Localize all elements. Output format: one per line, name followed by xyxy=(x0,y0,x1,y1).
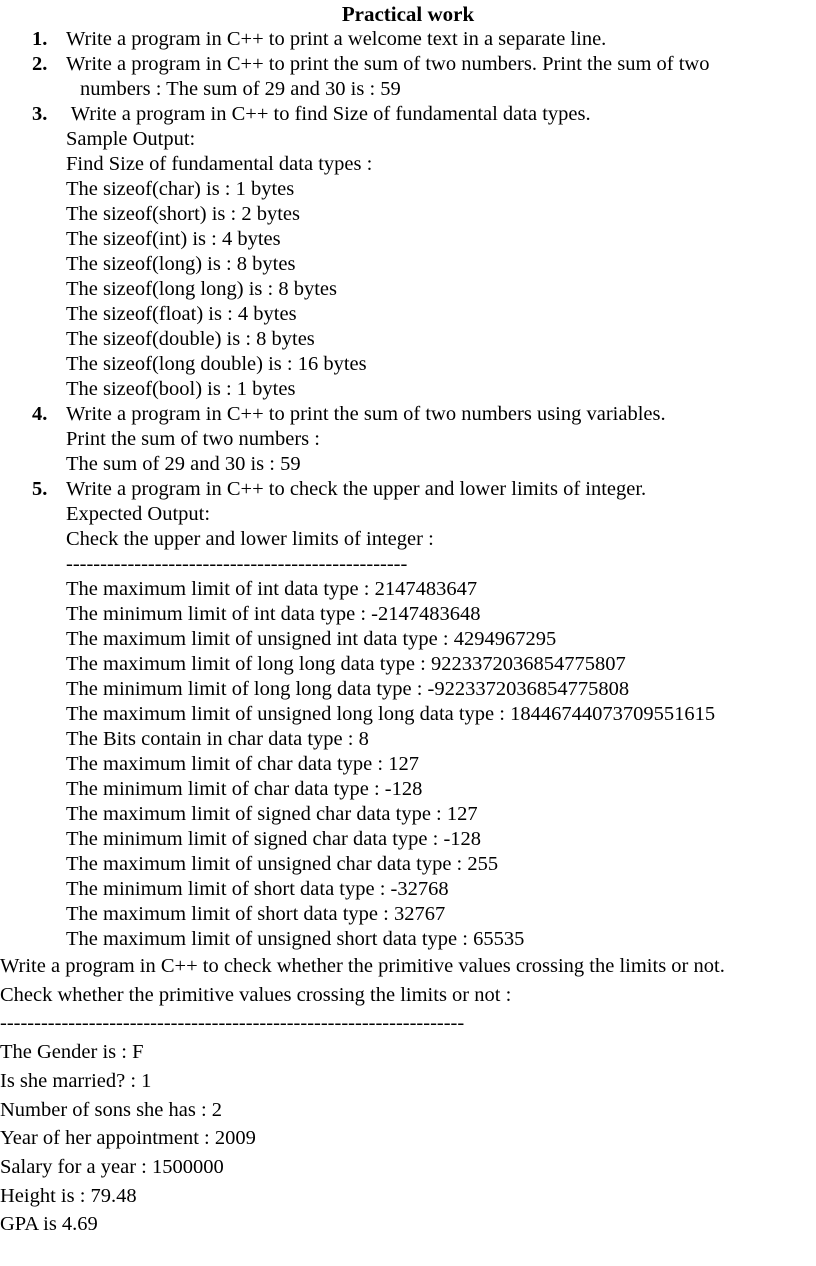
exercise-item-3 xyxy=(0,102,816,402)
output-line: The maximum limit of unsigned char data type : 255 xyxy=(66,853,499,875)
output-line: The minimum limit of short data type : -32768 xyxy=(66,878,449,900)
item-text: Write a program in C++ to print the sum of two numbers using variables. xyxy=(66,403,666,425)
exercise-item-2 xyxy=(0,52,816,102)
output-line: Check the upper and lower limits of integer : xyxy=(66,528,434,550)
output-line: Number of sons she has : 2 xyxy=(0,1098,223,1121)
output-line: The sizeof(double) is : 8 bytes xyxy=(66,328,315,350)
output-line: The sizeof(bool) is : 1 bytes xyxy=(66,378,296,400)
output-line: The sizeof(long double) is : 16 bytes xyxy=(66,353,367,375)
output-line: Is she married? : 1 xyxy=(0,1069,152,1092)
output-line: Check whether the primitive values crossing the limits or not : xyxy=(0,983,512,1006)
output-line: The sizeof(int) is : 4 bytes xyxy=(66,228,281,250)
output-line: Find Size of fundamental data types : xyxy=(66,153,373,175)
unnumbered-exercise xyxy=(0,952,816,1239)
output-line: The maximum limit of unsigned short data type : 65535 xyxy=(66,928,525,950)
item-text: Write a program in C++ to check the upper and lower limits of integer. xyxy=(66,478,647,500)
item-number: 3. xyxy=(32,103,48,125)
output-line: Salary for a year : 1500000 xyxy=(0,1155,224,1178)
exercise-text: Write a program in C++ to check whether the primitive values crossing the limits or not. xyxy=(0,955,725,977)
sample-output-label: Sample Output: xyxy=(66,128,196,150)
item-number: 2. xyxy=(32,53,48,75)
output-line: The sizeof(long long) is : 8 bytes xyxy=(66,278,338,300)
expected-output-label: Expected Output: xyxy=(66,503,211,525)
output-line: The sizeof(char) is : 1 bytes xyxy=(66,178,295,200)
exercise-item-4 xyxy=(0,402,816,477)
item-text: Write a program in C++ to find Size of fundamental data types. xyxy=(66,103,591,125)
item-text-continued: numbers : The sum of 29 and 30 is : 59 xyxy=(80,78,401,100)
output-line: The sizeof(short) is : 2 bytes xyxy=(66,203,300,225)
item-text: Write a program in C++ to print the sum of two numbers. Print the sum of two xyxy=(66,53,710,75)
output-line: GPA is 4.69 xyxy=(0,1213,98,1236)
output-line: The maximum limit of unsigned int data type : 4294967295 xyxy=(66,628,557,650)
item-number: 4. xyxy=(32,403,48,425)
item-number: 5. xyxy=(32,478,48,500)
output-line: The maximum limit of char data type : 127 xyxy=(66,753,419,775)
output-line: The maximum limit of long long data type : 9223372036854775807 xyxy=(66,653,626,675)
output-line: The maximum limit of int data type : 2147483647 xyxy=(66,578,478,600)
output-line: The sizeof(float) is : 4 bytes xyxy=(66,303,297,325)
output-line: The maximum limit of unsigned long long data type : 18446744073709551615 xyxy=(66,703,716,725)
separator-line: -------------------------------------------------------------------- xyxy=(0,1012,465,1035)
separator-line: -------------------------------------------------- xyxy=(66,553,408,575)
output-line: The Bits contain in char data type : 8 xyxy=(66,728,369,750)
output-line: The maximum limit of short data type : 32767 xyxy=(66,903,446,925)
item-text: Write a program in C++ to print a welcome text in a separate line. xyxy=(66,28,607,50)
output-line: Year of her appointment : 2009 xyxy=(0,1127,256,1150)
output-line: Print the sum of two numbers : xyxy=(66,428,320,450)
item-number: 1. xyxy=(32,28,48,50)
page-title: Practical work xyxy=(341,2,475,26)
output-line: The minimum limit of long long data type : -9223372036854775808 xyxy=(66,678,630,700)
exercise-item-1 xyxy=(0,27,816,52)
output-line: The sizeof(long) is : 8 bytes xyxy=(66,253,296,275)
output-line: The Gender is : F xyxy=(0,1041,144,1064)
exercise-list xyxy=(0,27,816,952)
output-line: The minimum limit of signed char data type : -128 xyxy=(66,828,482,850)
output-line: Height is : 79.48 xyxy=(0,1184,137,1207)
output-line: The maximum limit of signed char data type : 127 xyxy=(66,803,478,825)
output-line: The minimum limit of int data type : -2147483648 xyxy=(66,603,481,625)
exercise-item-5 xyxy=(0,477,816,952)
output-line: The minimum limit of char data type : -128 xyxy=(66,778,423,800)
output-line: The sum of 29 and 30 is : 59 xyxy=(66,453,301,475)
